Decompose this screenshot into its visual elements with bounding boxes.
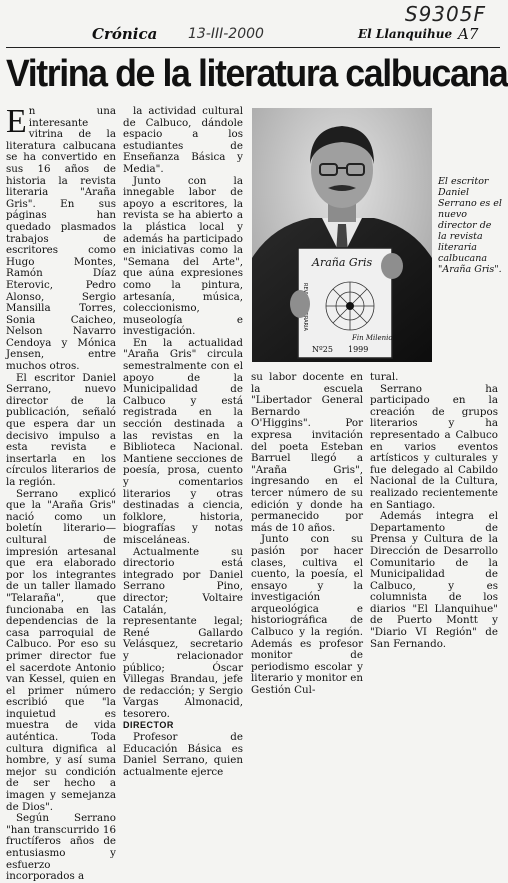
newspaper-name: El Llanquihue (358, 27, 453, 41)
subheading: DIRECTOR (123, 720, 174, 731)
page-header (6, 25, 500, 47)
article-column-2 (123, 105, 243, 778)
page-number: A7 (458, 25, 479, 43)
magazine-year: 1999 (348, 345, 369, 354)
article-paragraph: la actividad cultural de Calbuco, dándole espacio a los estudiantes de Enseñanza Básica y Media". (123, 105, 243, 175)
article-paragraph: Profesor de Educación Básica es Daniel Serrano, quien actualmente ejerce (123, 731, 243, 778)
article-paragraph: El escritor Daniel Serrano, nuevo director de la publicación, señaló que espera dar un decisivo impulso a esta revista e insertarla en los círculos literarios de la región. (6, 371, 116, 488)
photo-caption: El escritor Daniel Serrano es el nuevo director de la revista literaria calbucana "Araña Gris". (438, 176, 502, 275)
article-paragraph: Actualmente su directorio está integrado por Daniel Serrano Pino, director; Voltaire Catalán, representante legal; René Gallardo Velásquez, secretario y relacionador público; Óscar Villegas Brandau, jefe de redacción; y Sergio Vargas Almonacid, tesorero. (123, 545, 243, 720)
article-paragraph: su labor docente en la escuela "Libertador General Bernardo O'Higgins". Por expresa invitación del poeta Esteban Barruel llegó a "Araña Gris", ingresando en el tercer número de su edición y donde ha permanecido por más de 10 años. (251, 371, 363, 534)
article-paragraph: En una interesante vitrina de la literatura calbucana se ha convertido en sus 16 años de historia la revista literaria "Araña Gris". En sus páginas han quedado plasmados trabajos de escritores como Hugo Montes, Ramón Díaz Eterovic, Pedro Alonso, Sergio Mansilla Torres, Sonia Caicheo, Nelson Navarro Cendoya y Mónica Jensen, entre muchos otros. (6, 103, 116, 373)
article-column-3 (251, 371, 363, 697)
author-photo-image (252, 108, 432, 362)
article-paragraph: En la actualidad "Araña Gris" circula semestralmente con el apoyo de la Municipalidad de Calbuco y está registrada en la sección destinada a las revistas en la Biblioteca Nacional. Mantiene secciones de poesía, prosa, cuento y comentarios literarios y otras destinadas a ciencia, folklore, historia, biografías y notas misceláneas. (123, 336, 243, 546)
section-label: Crónica (92, 25, 158, 43)
magazine-edition: Fin Milenio (352, 334, 393, 342)
article-paragraph: Serrano ha participado en la creación de grupos literarios y ha representado a Calbuco en varios eventos artísticos y culturales y fue delegado al Cabildo Nacional de la Cultura, realizado recientemente en Santiago. (370, 382, 498, 511)
magazine-title: Araña Gris (312, 256, 373, 269)
header-divider (6, 47, 500, 48)
article-paragraph: Además integra el Departamento de Prensa y Cultura de la Dirección de Desarrollo Comunitario de la Municipalidad de Calbuco, y es columnista de los diarios "El Llanquihue" de Puerto Montt y "Diario VI Región" de San Fernando. (370, 510, 498, 650)
article-column-4 (370, 371, 498, 650)
magazine-issue: Nº25 (312, 345, 333, 354)
article-paragraph: Serrano explicó que la "Araña Gris" nació como un boletín literario—cultural de impresión artesanal que era elaborado por los integrantes de un taller llamado "Telaraña", que funcionaba en las dependencias de la casa parroquial de Calbuco. Por eso su primer director fue el sacerdote Antonio van Kessel, quien en el primer número escribió que "la inquietud es muestra de vida auténtica. Toda cultura dignifica al hombre, y así suma mejor su condición de ser hecho a imagen y semejanza de Dios". (6, 487, 116, 813)
drop-cap: E (6, 103, 27, 140)
archive-code: S9305F (404, 2, 486, 26)
magazine-cover (298, 248, 393, 358)
handwritten-date: 13-III-2000 (188, 26, 264, 42)
article-column-1 (6, 103, 116, 883)
article-paragraph: Según Serrano "han transcurrido 16 fructíferos años de entusiasmo y esfuerzo incorporados a (6, 812, 116, 883)
author-photo (252, 108, 432, 362)
headline: Vitrina de la literatura calbucana (6, 53, 508, 95)
article-paragraph: tural. (370, 371, 399, 383)
article-paragraph: Junto con la innegable labor de apoyo a escritores, la revista se ha abierto a la plástica local y además ha participado en iniciativas como la "Semana del Arte", que aúna expresiones como la pintura, artesanía, música, coleccionismo, museología e investigación. (123, 174, 243, 338)
article-paragraph: Junto con su pasión por hacer clases, cultiva el cuento, la poesía, el ensayo y la investigación arqueológica e historiográfica de Calbuco y la región. Además es profesor monitor de periodismo escolar y literario y monitor en Gestión Cul- (251, 533, 363, 697)
